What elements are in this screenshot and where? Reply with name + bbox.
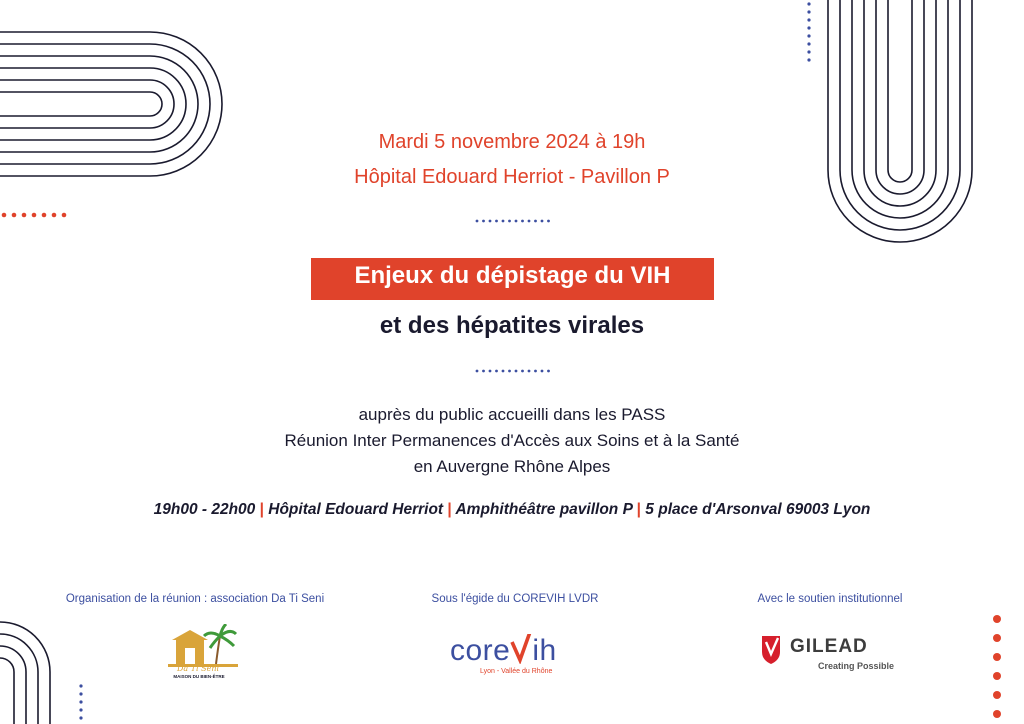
decorative-dots-bottom-right	[988, 610, 1008, 724]
gilead-tagline: Creating Possible	[818, 661, 895, 671]
decorative-arches-top-right	[824, 0, 984, 250]
divider-dots-1	[474, 218, 550, 224]
corevih-logo	[450, 622, 580, 682]
event-venue: Hôpital Edouard Herriot - Pavillon P	[354, 166, 670, 188]
gilead-name: GILEAD	[790, 636, 868, 657]
details-separator: |	[636, 501, 641, 518]
title-line-1: Enjeux du dépistage du VIH	[354, 262, 671, 289]
description-line-3: en Auvergne Rhône Alpes	[413, 457, 611, 476]
decorative-dots-bottom-left	[76, 682, 86, 724]
decorative-dots-left	[0, 209, 70, 221]
event-date: Mardi 5 novembre 2024 à 19h	[378, 131, 646, 153]
details-hospital: Hôpital Edouard Herriot	[268, 501, 444, 518]
description-line-1: auprès du public accueilli dans les PASS	[358, 405, 666, 424]
da-ti-seni-tagline: MAISON DU BIEN-ÊTRE	[173, 674, 225, 679]
gilead-shield-icon	[758, 634, 784, 666]
egide-label: Sous l'égide du COREVIH LVDR	[431, 593, 599, 605]
da-ti-seni-logo	[168, 624, 238, 684]
details-room: Amphithéâtre pavillon P	[455, 501, 633, 518]
corevih-check-v-icon	[510, 634, 532, 664]
details-address: 5 place d'Arsonval 69003 Lyon	[645, 501, 871, 518]
event-details	[0, 501, 1024, 519]
decorative-dots-top-right	[804, 0, 814, 70]
corevih-tagline: Lyon - Vallée du Rhône	[480, 668, 553, 675]
decorative-arches-bottom-left	[0, 618, 80, 724]
description-line-2: Réunion Inter Permanences d'Accès aux Soins et à la Santé	[284, 431, 740, 450]
details-separator: |	[259, 501, 264, 518]
corevih-name-part1: core	[450, 634, 511, 667]
gilead-logo	[758, 634, 908, 678]
organisation-label: Organisation de la réunion : association Da Ti Seni	[65, 593, 325, 605]
details-time: 19h00 - 22h00	[153, 501, 256, 518]
soutien-label: Avec le soutien institutionnel	[757, 593, 903, 605]
corevih-name-part2: ih	[532, 634, 557, 667]
title-line-2: et des hépatites virales	[379, 312, 645, 339]
divider-dots-2	[474, 368, 550, 374]
da-ti-seni-name: Da Ti Seni	[176, 664, 220, 673]
details-separator: |	[447, 501, 452, 518]
